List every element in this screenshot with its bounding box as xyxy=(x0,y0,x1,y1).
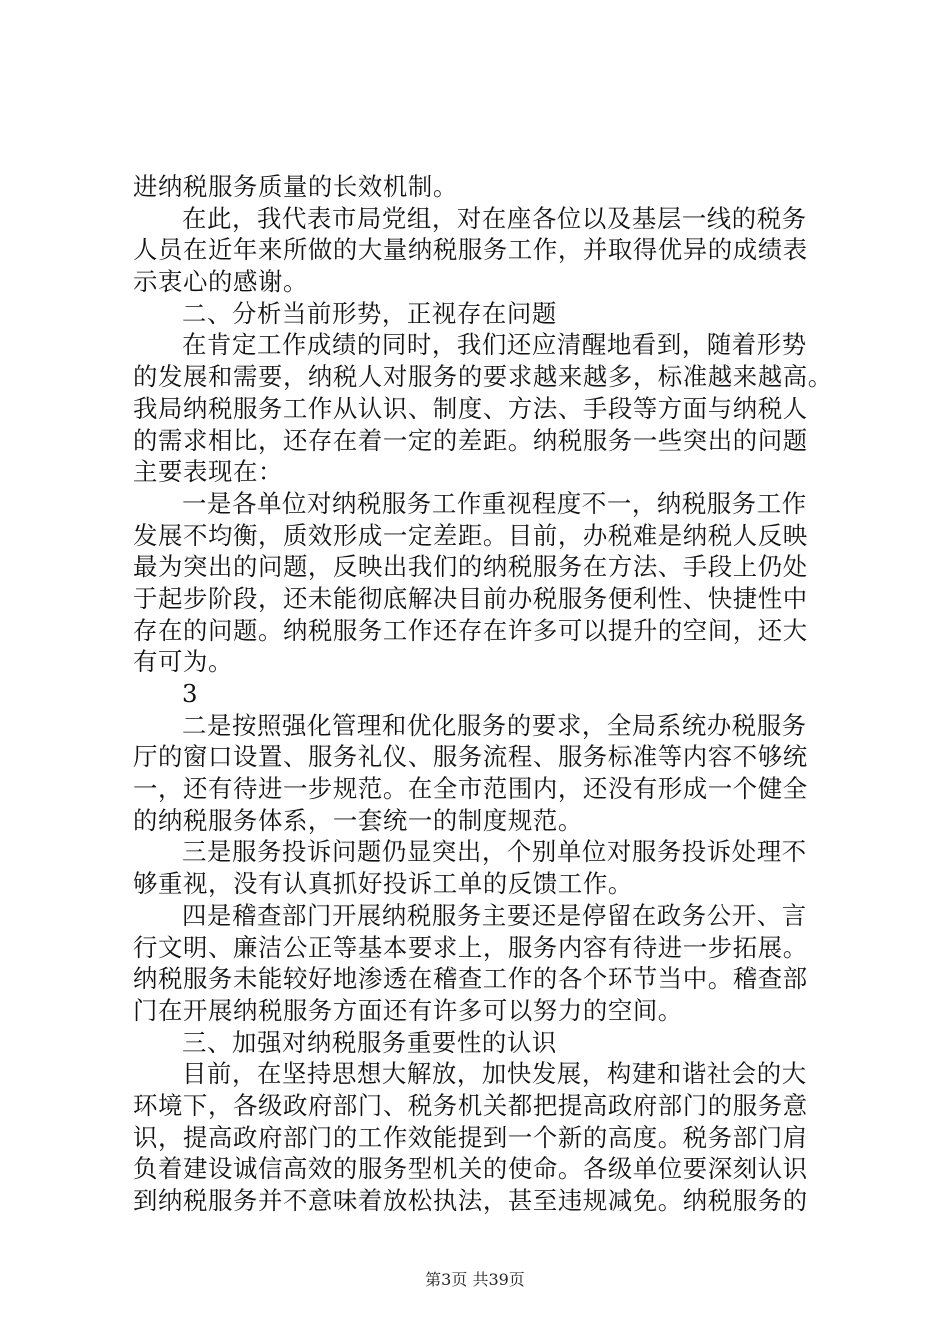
text-line: 存在的问题。纳税服务工作还存在许多可以提升的空间，还大 xyxy=(133,615,808,645)
text-line: 示衷心的感谢。 xyxy=(133,267,308,297)
text-line: 发展不均衡，质效形成一定差距。目前，办税难是纳税人反映 xyxy=(133,520,808,550)
text-line: 门在开展纳税服务方面还有许多可以努力的空间。 xyxy=(133,995,683,1025)
text-line: 厅的窗口设置、服务礼仪、服务流程、服务标准等内容不够统 xyxy=(133,742,808,772)
text-line: 行文明、廉洁公正等基本要求上，服务内容有待进一步拓展。 xyxy=(133,932,808,962)
text-line: 在此，我代表市局党组，对在座各位以及基层一线的税务 xyxy=(182,203,807,233)
text-line: 一，还有待进一步规范。在全市范围内，还没有形成一个健全 xyxy=(133,774,808,804)
text-line: 我局纳税服务工作从认识、制度、方法、手段等方面与纳税人 xyxy=(133,393,808,423)
text-line: 二、分析当前形势，正视存在问题 xyxy=(182,298,557,328)
document-body xyxy=(133,171,833,1217)
text-line: 于起步阶段，还未能彻底解决目前办税服务便利性、快捷性中 xyxy=(133,583,808,613)
text-line: 在肯定工作成绩的同时，我们还应清醒地看到，随着形势 xyxy=(182,330,807,360)
text-line: 纳税服务未能较好地渗透在稽查工作的各个环节当中。稽查部 xyxy=(133,964,808,994)
text-line: 负着建设诚信高效的服务型机关的使命。各级单位要深刻认识 xyxy=(133,1154,808,1184)
text-line: 到纳税服务并不意味着放松执法，甚至违规减免。纳税服务的 xyxy=(133,1186,808,1215)
text-line: 三、加强对纳税服务重要性的认识 xyxy=(182,1027,557,1057)
text-line: 主要表现在： xyxy=(133,457,283,487)
text-line: 目前，在坚持思想大解放，加快发展，构建和谐社会的大 xyxy=(182,1059,807,1089)
page-footer: 第3页 共39页 xyxy=(425,1270,525,1289)
text-line: 二是按照强化管理和优化服务的要求，全局系统办税服务 xyxy=(182,710,807,740)
text-line: 3 xyxy=(182,679,199,708)
text-line: 人员在近年来所做的大量纳税服务工作，并取得优异的成绩表 xyxy=(133,235,808,265)
text-line: 四是稽查部门开展纳税服务主要还是停留在政务公开、言 xyxy=(182,900,807,930)
text-line: 的纳税服务体系，一套统一的制度规范。 xyxy=(133,805,583,835)
text-line: 的发展和需要，纳税人对服务的要求越来越多，标准越来越高。 xyxy=(133,362,833,392)
text-line: 识，提高政府部门的工作效能提到一个新的高度。税务部门肩 xyxy=(133,1122,808,1152)
text-line: 三是服务投诉问题仍显突出，个别单位对服务投诉处理不 xyxy=(182,837,807,867)
text-line: 有可为。 xyxy=(133,647,233,677)
text-line: 的需求相比，还存在着一定的差距。纳税服务一些突出的问题 xyxy=(133,425,808,455)
text-line: 进纳税服务质量的长效机制。 xyxy=(133,172,458,201)
text-line: 够重视，没有认真抓好投诉工单的反馈工作。 xyxy=(133,869,633,899)
text-line: 环境下，各级政府部门、税务机关都把提高政府部门的服务意 xyxy=(133,1090,808,1120)
text-line: 一是各单位对纳税服务工作重视程度不一，纳税服务工作 xyxy=(182,488,807,518)
text-line: 最为突出的问题，反映出我们的纳税服务在方法、手段上仍处 xyxy=(133,552,808,582)
